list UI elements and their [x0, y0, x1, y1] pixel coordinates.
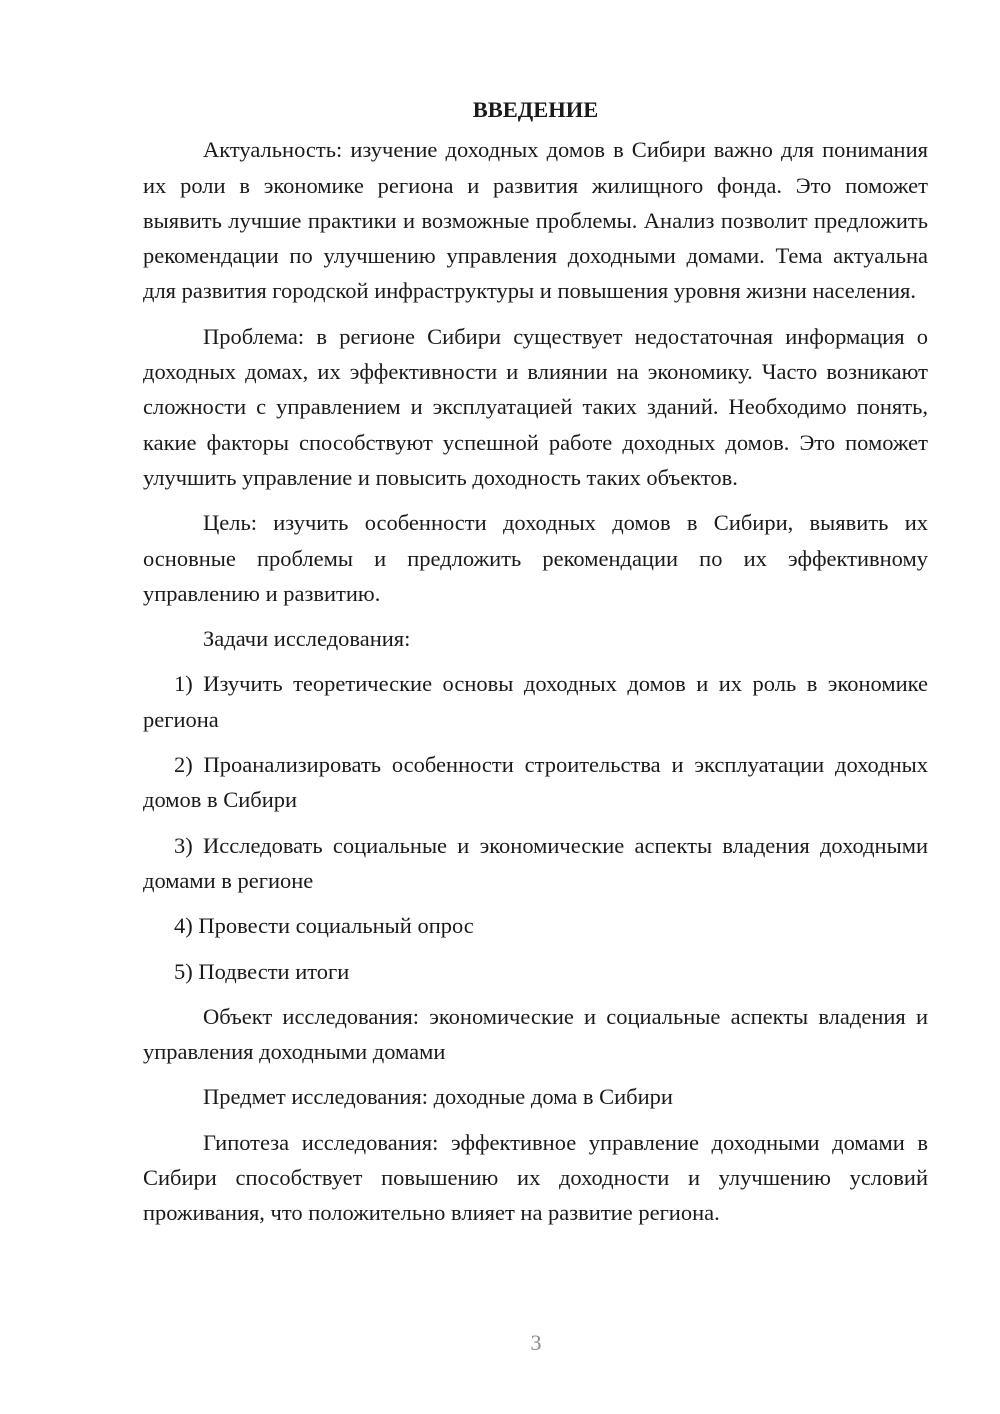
task-item-5: 5) Подвести итоги — [174, 958, 350, 984]
paragraph-subject: Предмет исследования: доходные дома в Сибири — [203, 1084, 673, 1110]
task-item-1: 1) Изучить теоретические основы доходных домов и их роль в экономике региона — [143, 671, 928, 732]
paragraph-problem: Проблема: в регионе Сибири существует недостаточная информация о доходных домах, их эффективности и влиянии на экономику. Часто возникают сложности с управлением и эксплуатацией таких зданий. Необходимо понять, какие факторы способствуют успешной работе доходных домов. Это поможет улучшить управление и повысить доходность таких объектов. — [143, 323, 928, 490]
paragraph-object: Объект исследования: экономические и социальные аспекты владения и управления доходными домами — [143, 1003, 928, 1065]
task-item-3: 3) Исследовать социальные и экономические аспекты владения доходными домами в регионе — [143, 832, 928, 893]
paragraph-relevance: Актуальность: изучение доходных домов в Сибири важно для понимания их роли в экономике региона и развития жилищного фонда. Это поможет выявить лучшие практики и возможные проблемы. Анализ позволит предложить рекомендации по улучшению управления доходными домами. Тема актуальна для развития городской инфраструктуры и повышения уровня жизни населения. — [143, 137, 928, 304]
tasks-heading: Задачи исследования: — [203, 626, 411, 652]
section-title: ВВЕДЕНИЕ — [472, 97, 599, 122]
page-number: 3 — [530, 1330, 542, 1355]
paragraph-hypothesis: Гипотеза исследования: эффективное управление доходными домами в Сибири способствует повышению их доходности и улучшению условий проживания, что положительно влияет на развитие региона. — [143, 1129, 928, 1226]
task-item-4: 4) Провести социальный опрос — [174, 913, 474, 939]
task-item-2: 2) Проанализировать особенности строительства и эксплуатации доходных домов в Сибири — [143, 752, 928, 813]
document-page — [143, 92, 928, 1231]
paragraph-goal: Цель: изучить особенности доходных домов в Сибири, выявить их основные проблемы и предложить рекомендации по их эффективному управлению и развитию. — [143, 510, 928, 606]
